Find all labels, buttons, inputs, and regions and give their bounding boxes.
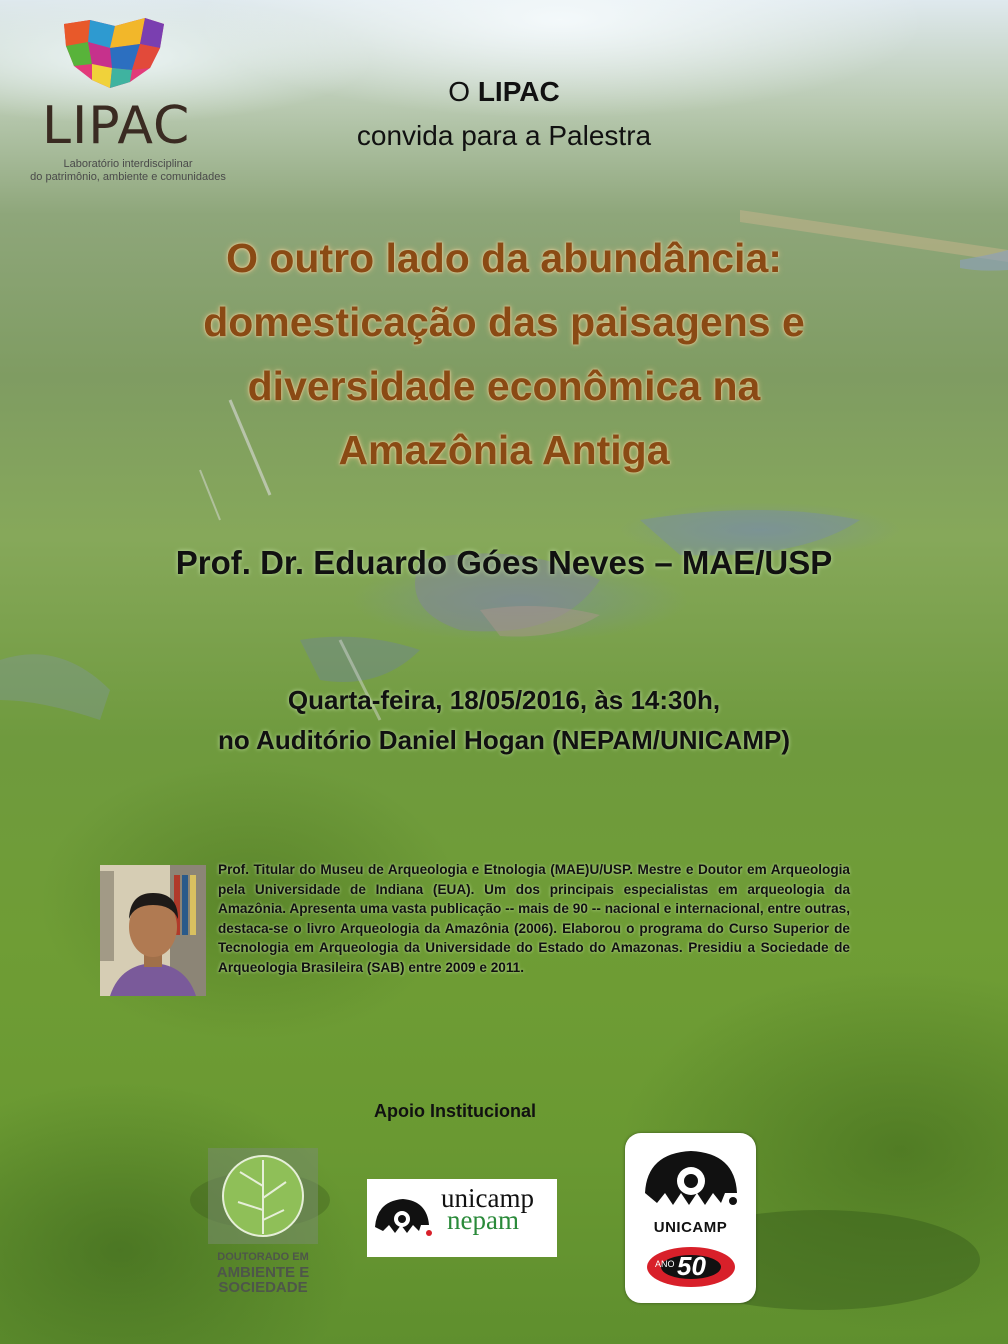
nepam-logo-nepam-text: nepam xyxy=(447,1205,519,1235)
lecture-title xyxy=(100,226,908,482)
nepam-logo-unicamp-text: unicamp xyxy=(441,1183,534,1213)
doutorado-logo-text xyxy=(206,1250,320,1295)
doutorado-line-3: SOCIEDADE xyxy=(218,1279,308,1296)
intro-org: LIPAC xyxy=(477,76,560,107)
speaker-name: Prof. Dr. Eduardo Góes Neves – MAE/USP xyxy=(175,544,833,581)
speaker-portrait-illustration xyxy=(100,865,206,996)
doutorado-line-1: DOUTORADO EM xyxy=(217,1251,309,1263)
anniversary-small-text: ANO xyxy=(655,1259,675,1269)
title-line-4: Amazônia Antiga xyxy=(338,427,670,473)
unicamp-50-anos-logo xyxy=(625,1133,756,1303)
event-details xyxy=(80,680,928,760)
intro-prefix: O xyxy=(448,76,478,107)
event-location: no Auditório Daniel Hogan (NEPAM/UNICAMP) xyxy=(218,725,790,755)
anniversary-badge xyxy=(643,1243,739,1291)
title-line-2: domesticação das paisagens e xyxy=(203,299,805,345)
intro-line-2: convida para a Palestra xyxy=(356,120,652,151)
unicamp-emblem-large-icon xyxy=(625,1141,756,1221)
title-line-3: diversidade econômica na xyxy=(247,363,761,409)
invitation-intro xyxy=(250,70,758,158)
support-heading: Apoio Institucional xyxy=(374,1101,536,1121)
title-line-1: O outro lado da abundância: xyxy=(226,235,782,281)
lipac-subtitle-line-2: do patrimônio, ambiente e comunidades xyxy=(30,171,226,183)
speaker-bio: Prof. Titular do Museu de Arqueologia e Etnologia (MAE)U/USP. Mestre e Doutor em Arqueologia pela Universidade de Indiana (EUA). Um dos principais especialistas em arqueologia da Amazônia. Apresenta uma vasta publicação -- mais de 90 -- nacional e internacional, entre outras, destaca-se o livro Arqueologia da Amazônia (2006). Elaborou o programa do Curso Superior de Tecnologia em Arqueologia da Universidade do Estado do Amazonas. Presidiu a Sociedade de Arqueologia Brasileira (SAB) entre 2009 e 2011. xyxy=(218,862,850,975)
anniversary-number: 50 xyxy=(677,1251,706,1281)
unicamp-name-text: UNICAMP xyxy=(653,1219,728,1236)
lipac-logo-mark xyxy=(60,18,170,88)
lipac-subtitle-line-1: Laboratório interdisciplinar xyxy=(63,158,193,170)
event-date: Quarta-feira, 18/05/2016, às 14:30h, xyxy=(287,685,721,715)
unicamp-emblem-icon xyxy=(367,1179,437,1257)
doutorado-ambiente-sociedade-logo xyxy=(206,1146,320,1304)
doutorado-line-2: AMBIENTE E xyxy=(216,1264,310,1281)
leaf-circle-icon xyxy=(206,1146,320,1246)
lipac-logo-subtitle xyxy=(8,158,248,184)
unicamp-nepam-logo xyxy=(367,1179,557,1257)
speaker-photo xyxy=(100,865,206,996)
intro-line-1 xyxy=(250,70,758,114)
lipac-logo-text: LIPAC xyxy=(42,96,191,156)
